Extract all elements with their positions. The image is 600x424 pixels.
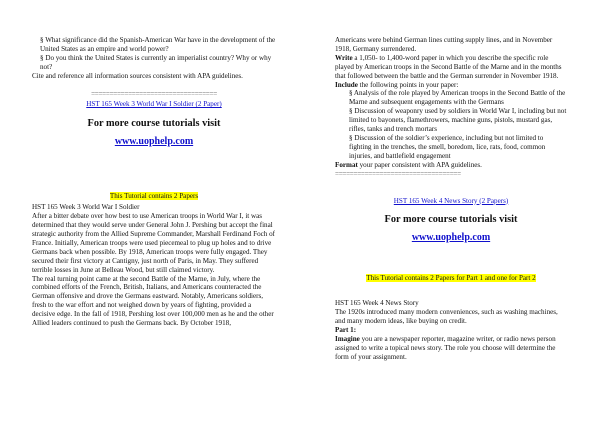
left-page-column <box>32 0 276 328</box>
bullet-weaponry: § Discussion of weaponry used by soldiers in World War I, including but not limited to bayonets, flamethrowers, machine guns, pistols, mustard gas, rifles, tanks and trench mortars <box>349 107 567 134</box>
write-instruction <box>335 54 567 81</box>
write-label: Write <box>335 53 353 62</box>
imagine-text: you are a newspaper reporter, magazine writer, or radio news person assigned to write a topical news story. The role you choose will determine the form of your assignment. <box>335 334 556 361</box>
week4-title-link[interactable]: HST 165 Week 4 News Story (2 Papers) <box>393 196 509 205</box>
tutorial-papers-highlight: This Tutorial contains 2 Papers for Part 1 and one for Part 2 <box>366 274 536 283</box>
right-page-column <box>335 0 567 362</box>
site-link[interactable]: www.uophelp.com <box>411 232 491 244</box>
more-tutorials-heading: For more course tutorials visit <box>87 118 221 130</box>
part-1-text: Part 1: <box>335 326 357 335</box>
format-text: your paper consistent with APA guidelines. <box>357 160 482 169</box>
separator-line: ================================== <box>91 89 217 98</box>
site-link[interactable]: www.uophelp.com <box>114 136 194 148</box>
body-paragraph-2: The real turning point came at the second Battle of the Marne, in July, where the combined efforts of the French, British, Italians, and Americans counteracted the German offensive and drove the Germans eastward. Notably, Americans soldiers, fresh to the war effort and not weighed down by years of fighting, provided a decisive edge. In the fall of 1918, Pershing lost over 100,000 men as he and the other Allied leaders continued to push the Germans back. By October 1918, <box>32 274 274 328</box>
imagine-instruction <box>335 335 567 362</box>
question-spanish-american-war: § What significance did the Spanish-American War have in the development of the United States as an empire and world power? <box>40 36 276 53</box>
imagine-label: Imagine <box>335 334 360 343</box>
include-instruction <box>335 81 567 90</box>
separator-line: ================================== <box>335 169 461 178</box>
body-paragraph-1: The 1920s introduced many modern conveniences, such as washing machines, and many modern ideas, like buying on credit. <box>335 308 558 326</box>
format-instruction <box>335 161 567 170</box>
question-imperialist-country: § Do you think the United States is currently an imperialist country? Why or why not? <box>40 53 272 71</box>
part-1-label <box>335 326 567 335</box>
week3-title-link[interactable]: HST 165 Week 3 World War I Soldier (2 Paper) <box>86 100 222 109</box>
body-paragraph-1: After a bitter debate over how best to use American troops in World War I, it was determined that they would serve under General John J. Pershing but accept the final strategic authority from the Allied Supreme Commander, Marshall Ferdinand Foch of France. Initially, American troops were used piecemeal to plug up holes and to drive Germans back when possible. By 1918, American troops were fully engaged. They secured their first victory at Cantigny, just north of Paris, in May. They suffered terrible losses in June at Belleau Wood, but still claimed victory. <box>32 212 276 274</box>
include-label: Include <box>335 80 358 89</box>
format-label: Format <box>335 160 358 169</box>
section-heading: HST 165 Week 4 News Story <box>335 299 419 308</box>
more-tutorials-heading: For more course tutorials visit <box>384 214 518 226</box>
cite-instruction: Cite and reference all information sources consistent with APA guidelines. <box>32 71 243 80</box>
write-text: a 1,050- to 1,400-word paper in which you describe the specific role played by American troops in the Second Battle of the Marne and in the months that followed between the battle and the German surrender in November 1918. <box>335 53 562 80</box>
section-heading: HST 165 Week 3 World War I Soldier <box>32 203 140 212</box>
continued-paragraph: Americans were behind German lines cutting supply lines, and in November 1918, Germany surrendered. <box>335 36 553 53</box>
bullet-soldier-experience: § Discussion of the soldier’s experience, including but not limited to fighting in the trenches, the smell, boredom, lice, rats, food, common injuries, and battlefield engagement <box>349 133 546 160</box>
tutorial-papers-highlight: This Tutorial contains 2 Papers <box>109 192 199 201</box>
bullet-role-analysis: § Analysis of the role played by American troops in the Second Battle of the Marne and subsequent engagements with the Germans <box>349 89 566 107</box>
include-text: the following points in your paper: <box>357 80 459 89</box>
